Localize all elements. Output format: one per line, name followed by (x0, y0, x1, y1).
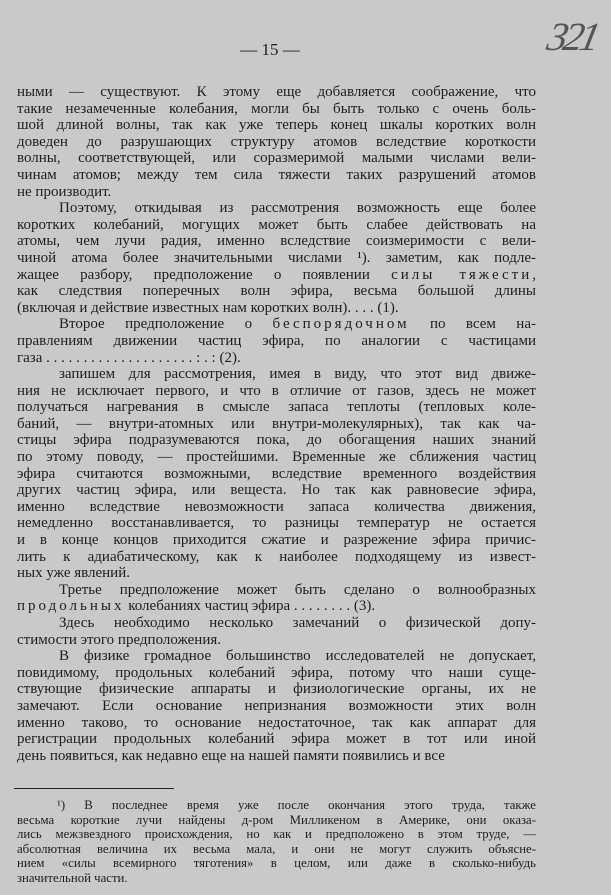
text-line (17, 333, 536, 350)
text-segment: чинам атомов; между тем сила тяжести таких разрушений атомов (17, 166, 536, 183)
text-segment: ными — существуют. К этому еще добавляется соображение, что (17, 84, 536, 100)
paragraph (17, 316, 536, 366)
text-segment: колебаниях частиц эфира . . . . . . . . (3). (124, 598, 376, 615)
text-line (17, 615, 536, 632)
text-segment: такие незамеченные колебания, могли бы быть только с очень боль- (17, 100, 536, 117)
text-line (17, 416, 536, 433)
text-segment: шой длиной волны, так как уже теперь конец шкалы коротких волн (17, 117, 536, 134)
text-line (17, 250, 536, 267)
text-segment: Третье предположение может быть сделано о волнообразных (59, 581, 536, 598)
text-segment: лить к адиабатическому, как к наиболее подходящему из извест- (17, 548, 536, 565)
text-segment: как следствия поперечных волн эфира, весьма большой длины (17, 283, 536, 300)
footnote (17, 798, 536, 886)
text-segment: коротких колебаний, могущих может быть слабее действовать на (17, 216, 536, 233)
text-segment: абсолютная величина их весьма мала, и они не могут служить объясне- (17, 841, 536, 856)
text-segment: чиной атома более значительными числами ¹). заметим, как подле- (17, 249, 536, 266)
text-segment: ствующие физические аппараты и физиологические органы, их не (17, 681, 536, 698)
text-line (17, 748, 536, 765)
paragraph (17, 200, 536, 316)
text-line (17, 665, 536, 682)
text-segment: повидимому, продольных колебаний эфира, потому что наши суще- (17, 664, 536, 681)
text-line (17, 283, 536, 300)
text-segment: именно вследствие невозможности запаса количества движения, (17, 498, 536, 515)
text-segment: Поэтому, откидывая из рассмотрения возможность еще более (59, 200, 536, 217)
text-segment: нием «силы всемирного тяготения» в целом, или даже в сколько-нибудь (17, 856, 536, 871)
text-segment: регистрации продольных колебаний эфира может в тот или иной (17, 731, 536, 748)
text-segment: лись межзвездного происхождения, но как и предположено в этом труде, — (17, 827, 536, 842)
text-line (17, 217, 536, 234)
text-line (17, 300, 536, 317)
paragraph (17, 615, 536, 648)
text-segment: именно таково, то основание недостаточное, так как аппарат для (17, 714, 536, 731)
text-line (17, 101, 536, 118)
text-segment: эфира считаются возможными, вследствие временного воздействия (17, 465, 536, 482)
text-segment: атомы, чем лучи радия, именно вследствие соизмеримости с вели- (17, 233, 536, 250)
text-segment: ¹) В последнее время уже после окончания этого труда, также (57, 798, 536, 812)
text-segment: стицы эфира подразумеваются пока, до обогащения наших знаний (17, 432, 536, 449)
text-line (17, 842, 536, 857)
paragraph (17, 366, 536, 582)
text-line (17, 233, 536, 250)
text-segment: жащее разбору, предположение о появлении (17, 266, 392, 283)
text-segment: день появиться, как недавно еще на нашей памяти появились и все (17, 747, 445, 764)
text-line (17, 813, 536, 828)
text-segment: по всем на- (409, 316, 536, 333)
footnote-divider (14, 788, 174, 789)
text-segment: ных уже явлений. (17, 565, 130, 582)
text-segment: весьма короткие лучи найдены д-ром Милликеном в Америке, они оказа- (17, 812, 536, 827)
paragraph (17, 84, 536, 200)
footnote-paragraph (17, 798, 536, 886)
spaced-emphasis: продольных (17, 598, 125, 615)
text-line (17, 582, 536, 599)
text-line (17, 565, 536, 582)
paragraph (17, 582, 536, 615)
text-line (17, 648, 536, 665)
text-segment: Второе предположение о (59, 316, 273, 333)
text-segment: доведен до разрушающих структуру атомов вследствие короткости (17, 133, 536, 150)
text-line (17, 267, 536, 284)
text-segment: по этому поводу, — простейшими. Временные же сближения частиц (17, 449, 536, 466)
paragraph (17, 648, 536, 764)
text-line (17, 715, 536, 732)
text-line (17, 515, 536, 532)
text-line (17, 532, 536, 549)
text-segment: ния не исключает первого, и что в отличие от газов, здесь не может (17, 382, 536, 399)
text-line (17, 449, 536, 466)
text-line (17, 383, 536, 400)
text-segment: не производит. (17, 183, 112, 200)
text-segment: В физике громадное большинство исследователей не допускает, (59, 648, 536, 665)
text-line (17, 316, 536, 333)
main-text (17, 84, 536, 764)
text-line (17, 731, 536, 748)
text-segment: правлениям движении частиц эфира, по аналогии с частицами (17, 332, 536, 349)
text-line (17, 499, 536, 516)
spaced-emphasis: силы тяжести (391, 266, 533, 283)
text-line (17, 399, 536, 416)
text-line (17, 871, 536, 886)
text-segment: немедленно восстанавливается, то разницы температур не остается (17, 515, 536, 532)
text-segment: и в конце концов приходится сжатие и разрежение эфира причис- (17, 532, 536, 549)
text-line (17, 466, 536, 483)
text-line (17, 117, 536, 134)
text-line (17, 598, 536, 615)
text-line (17, 482, 536, 499)
page-number: — 15 — (240, 40, 300, 59)
text-segment: газа . . . . . . . . . . . . . . . . . . . . : . : (2). (17, 349, 241, 366)
text-line (17, 167, 536, 184)
text-segment: запишем для рассмотрения, имея в виду, что этот вид движе- (59, 366, 536, 383)
text-line (17, 134, 536, 151)
text-line (17, 681, 536, 698)
text-line (17, 798, 536, 813)
text-line (17, 350, 536, 367)
text-segment: получаться нагревания в смысле запаса теплоты (тепловых коле- (17, 399, 536, 416)
text-line (17, 856, 536, 871)
text-segment: замечают. Если основание непризнания возможности этих волн (17, 697, 536, 714)
text-line (17, 632, 536, 649)
text-line (17, 200, 536, 217)
text-line (17, 432, 536, 449)
text-line (17, 549, 536, 566)
text-line (17, 84, 536, 101)
text-segment: баний, — внутри-атомных или внутри-молекулярных), так как ча- (17, 415, 536, 432)
text-segment: значительной части. (17, 870, 128, 885)
text-line (17, 366, 536, 383)
text-segment: волны, соответствующей, или соразмеримой малыми числами вели- (17, 150, 536, 167)
text-segment: других частиц эфира, или вещеста. Но так как равновесие эфира, (17, 482, 536, 499)
text-segment: Здесь необходимо несколько замечаний о физической допу- (59, 615, 536, 631)
handwritten-archive-number: 321 (543, 14, 601, 59)
text-segment: (включая и действие известных нам коротких волн). . . . (1). (17, 299, 399, 316)
text-line (17, 184, 536, 201)
text-line (17, 827, 536, 842)
text-segment: , (532, 266, 536, 283)
text-line (17, 150, 536, 167)
text-line (17, 698, 536, 715)
text-segment: стимости этого предположения. (17, 631, 222, 648)
spaced-emphasis: беспорядочном (272, 316, 410, 333)
